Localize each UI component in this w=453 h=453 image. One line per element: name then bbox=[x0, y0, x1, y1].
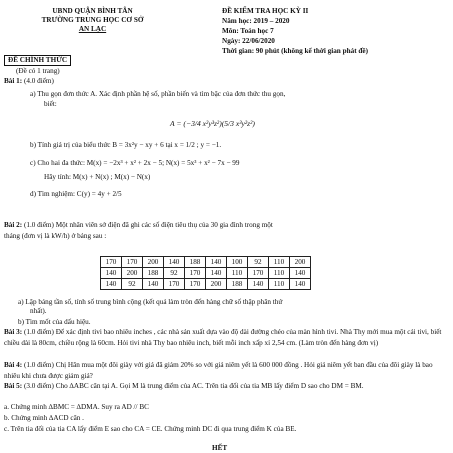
bai1-b-text: b) Tính giá trị của biểu thức B = 3x²y − xy + 6 tại x = 1/2 ; y = −1. bbox=[30, 141, 222, 149]
bai2-text2: tháng (đơn vị là kW/h) ở bảng sau : bbox=[4, 232, 107, 240]
bai1-title: Bài 1: bbox=[4, 77, 23, 85]
bai1-a-text: a) Thu gọn đơn thức A. Xác định phần hệ số, phần biến và tìm bậc của đơn thức thu gọn, bbox=[30, 90, 286, 98]
table-cell: 110 bbox=[227, 268, 248, 279]
bai1-d-text: d) Tìm nghiệm: C(y) = 4y + 2/5 bbox=[30, 190, 122, 198]
page-count: (Đề có 1 trang) bbox=[16, 67, 60, 75]
header-school-name: AN LẠC bbox=[78, 25, 107, 33]
bai4-text: (1.0 điểm) Chị Hân mua một đôi giày với giá đã giảm 20% so với giá niêm yết là 600 000 đồng . Hỏi giá niêm yết ban đầu của đôi giày là bao nhiêu khi chưa được giảm giá? bbox=[4, 361, 433, 380]
bai1-a-text2: biết: bbox=[44, 100, 57, 108]
bai3-text: (1.0 điểm) Để xác định tivi bao nhiêu inches , các nhà sản xuất dựa vào độ dài đường chéo của màn hình tivi. Nhà Thy mới mua một cái tivi, biết chiều dài là 80cm, chiều rộng là 60cm. Hỏi tivi nhà Thy bao nhiêu inch, biết mỗi inch xấp xỉ 2,54 cm. (Làm tròn đến hàng đơn vị) bbox=[4, 328, 442, 347]
bai5-a-text: a. Chứng minh ∆BMC = ∆DMA. Suy ra AD // BC bbox=[4, 403, 149, 411]
bai1-a-formula: A = (−3/4 x²y³z²)(5/3 x³y²z²) bbox=[170, 119, 255, 128]
table-cell: 200 bbox=[206, 279, 227, 290]
table-cell: 200 bbox=[143, 257, 164, 268]
bai3-paragraph bbox=[4, 327, 444, 348]
table-row bbox=[101, 279, 311, 290]
table-cell: 110 bbox=[269, 279, 290, 290]
bai1-heading bbox=[4, 77, 54, 86]
bai2-title: Bài 2: bbox=[4, 221, 23, 229]
bai1-points: (4.0 điểm) bbox=[23, 77, 54, 85]
table-cell: 140 bbox=[101, 279, 122, 290]
table-cell: 170 bbox=[248, 268, 269, 279]
bai2-text1: (1.0 điểm) Một nhân viên sở điện đã ghi các số điện tiêu thụ của 30 gia đình trong một bbox=[23, 221, 273, 229]
table-cell: 92 bbox=[164, 268, 185, 279]
header-school: TRƯỜNG TRUNG HỌC CƠ SỞ bbox=[41, 16, 144, 24]
bai5-text: (3.0 điểm) Cho ∆ABC cân tại A. Gọi M là trung điểm của AC. Trên tia đối của tia MB lấy điểm D sao cho DM = BM. bbox=[23, 382, 364, 390]
table-cell: 140 bbox=[164, 257, 185, 268]
table-cell: 188 bbox=[143, 268, 164, 279]
table-cell: 140 bbox=[206, 268, 227, 279]
table-row bbox=[101, 257, 311, 268]
bai5-title: Bài 5: bbox=[4, 382, 23, 390]
exam-date: Ngày: 22/06/2020 bbox=[222, 37, 275, 45]
bai1-c-text2: Hãy tính: M(x) + N(x) ; M(x) − N(x) bbox=[44, 173, 151, 181]
table-cell: 92 bbox=[248, 257, 269, 268]
bai5-c-text: c. Trên tia đối của tia CA lấy điểm E sao cho CA = CE. Chứng minh DC đi qua trung điểm K của BE. bbox=[4, 425, 297, 433]
table-cell: 200 bbox=[122, 268, 143, 279]
table-cell: 188 bbox=[227, 279, 248, 290]
table-cell: 140 bbox=[248, 279, 269, 290]
table-cell: 110 bbox=[269, 257, 290, 268]
header-district: UBND QUẬN BÌNH TÂN bbox=[52, 7, 133, 15]
subject: Môn: Toán học 7 bbox=[222, 27, 274, 35]
table-row bbox=[101, 268, 311, 279]
table-cell: 170 bbox=[101, 257, 122, 268]
exam-title: ĐỀ KIỂM TRA HỌC KỲ II bbox=[222, 7, 309, 15]
table-cell: 170 bbox=[185, 268, 206, 279]
consumption-table bbox=[100, 256, 311, 290]
table-cell: 140 bbox=[101, 268, 122, 279]
official-badge: ĐỀ CHÍNH THỨC bbox=[4, 55, 71, 66]
table-cell: 110 bbox=[269, 268, 290, 279]
table-cell: 140 bbox=[143, 279, 164, 290]
bai1-c-text: c) Cho hai đa thức: M(x) = −2x³ + x² + 2x − 5; N(x) = 5x³ + x² − 7x − 99 bbox=[30, 159, 240, 167]
table-cell: 170 bbox=[122, 257, 143, 268]
school-year: Năm học: 2019 – 2020 bbox=[222, 17, 290, 25]
table-cell: 170 bbox=[185, 279, 206, 290]
bai4-title: Bài 4: bbox=[4, 361, 23, 369]
end-marker: HẾT bbox=[212, 444, 228, 452]
bai4-paragraph bbox=[4, 360, 444, 381]
table-cell: 188 bbox=[185, 257, 206, 268]
table-cell: 100 bbox=[227, 257, 248, 268]
table-cell: 140 bbox=[290, 279, 311, 290]
bai5-paragraph bbox=[4, 381, 444, 392]
table-cell: 92 bbox=[122, 279, 143, 290]
bai3-title: Bài 3: bbox=[4, 328, 23, 336]
table-cell: 140 bbox=[290, 268, 311, 279]
bai2-a-text2: nhất). bbox=[30, 307, 47, 315]
table-cell: 200 bbox=[290, 257, 311, 268]
bai2-a-text: a) Lập bảng tần số, tính số trung bình cộng (kết quả làm tròn đến hàng chữ số thập phân thứ bbox=[18, 298, 283, 306]
exam-duration: Thời gian: 90 phút (không kể thời gian phát đề) bbox=[222, 47, 368, 55]
bai5-b-text: b. Chứng minh ∆ACD cân . bbox=[4, 414, 84, 422]
bai2-line1 bbox=[4, 221, 444, 230]
table-cell: 170 bbox=[164, 279, 185, 290]
bai2-b-text: b) Tìm mốt của dấu hiệu. bbox=[18, 318, 91, 326]
table-cell: 140 bbox=[206, 257, 227, 268]
